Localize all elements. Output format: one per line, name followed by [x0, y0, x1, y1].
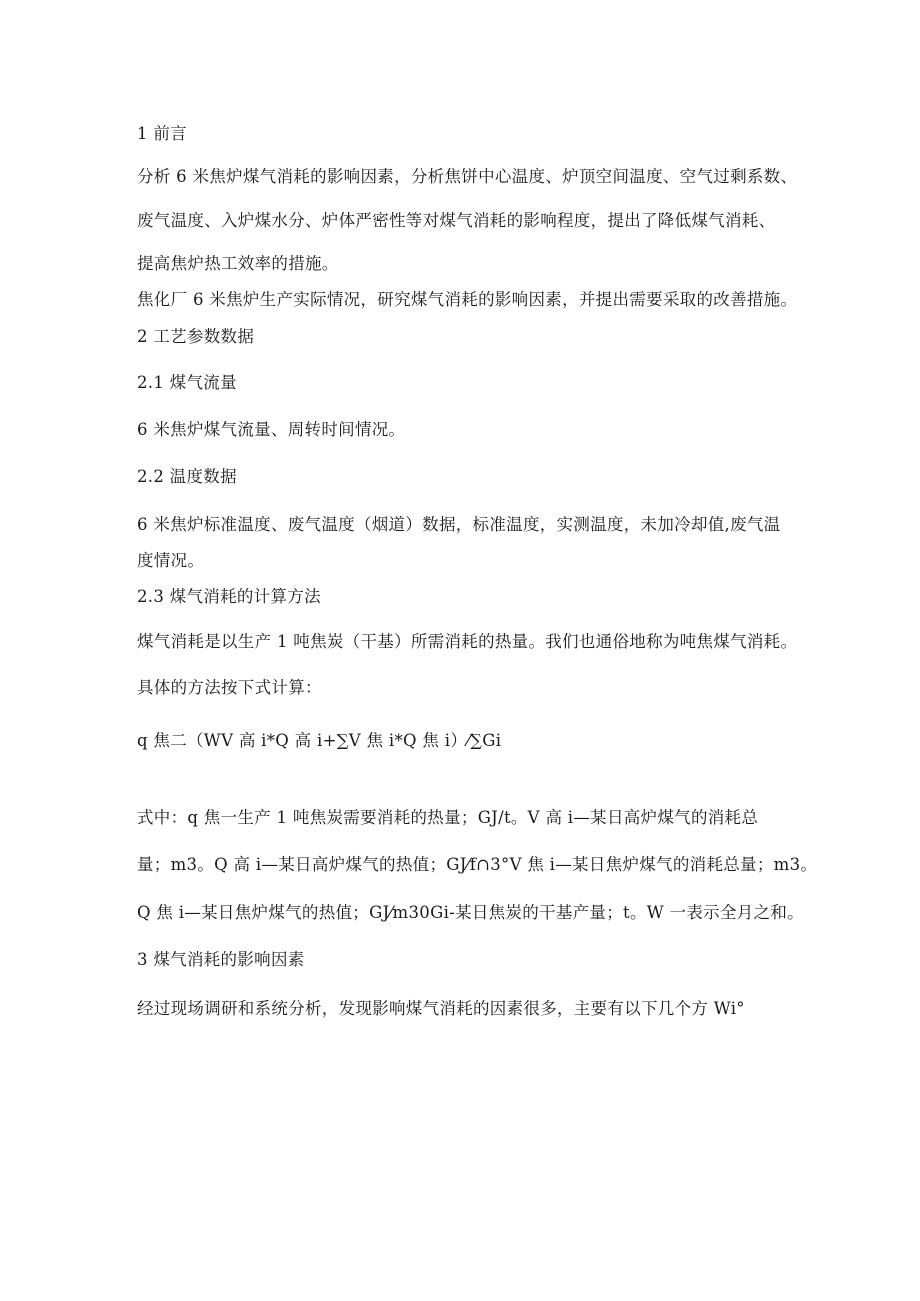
paragraph-line: 煤气消耗是以生产 1 吨焦炭（干基）所需消耗的热量。我们也通俗地称为吨焦煤气消耗。: [137, 632, 798, 651]
subsection-heading-2-1: 2.1 煤气流量: [137, 373, 237, 392]
paragraph-line: 废气温度、入炉煤水分、炉体严密性等对煤气消耗的影响程度，提出了降低煤气消耗、: [137, 211, 776, 230]
paragraph-line: 度情况。: [137, 551, 205, 570]
paragraph-line: 具体的方法按下式计算：: [137, 678, 322, 697]
paragraph-line: 量；m3。Q 高 i—某日高炉煤气的热值；GJ⁄f∩3°V 焦 i—某日焦炉煤气的消耗总量；m3。: [137, 855, 818, 874]
subsection-heading-2-3: 2.3 煤气消耗的计算方法: [137, 587, 321, 606]
paragraph-line: 式中：q 焦一生产 1 吨焦炭需要消耗的热量；GJ/t。V 高 i—某日高炉煤气的消耗总: [137, 808, 759, 827]
paragraph-line: 经过现场调研和系统分析，发现影响煤气消耗的因素很多，主要有以下几个方 Wi°: [137, 999, 745, 1018]
paragraph-line: 提高焦炉热工效率的措施。: [137, 254, 339, 273]
section-heading-3: 3 煤气消耗的影响因素: [137, 950, 305, 969]
section-heading-2: 2 工艺参数数据: [137, 327, 255, 346]
paragraph-line: 6 米焦炉标准温度、废气温度（烟道）数据，标准温度，实测温度，未加冷却值,废气温: [137, 515, 781, 534]
paragraph-line: 6 米焦炉煤气流量、周转时间情况。: [137, 420, 406, 439]
paragraph-line: 焦化厂 6 米焦炉生产实际情况，研究煤气消耗的影响因素，并提出需要采取的改善措施。: [137, 290, 798, 309]
paragraph-line: 分析 6 米焦炉煤气消耗的影响因素，分析焦饼中心温度、炉顶空间温度、空气过剩系数、: [137, 167, 798, 186]
section-heading-1: 1 前言: [137, 124, 187, 143]
paragraph-line: Q 焦 i—某日焦炉煤气的热值；GJ⁄m30Gi-某日焦炭的干基产量；t。W 一表示全月之和。: [137, 903, 804, 922]
formula-line: q 焦二（WV 高 i*Q 高 i+∑V 焦 i*Q 焦 i）⁄∑Gi: [137, 731, 502, 750]
subsection-heading-2-2: 2.2 温度数据: [137, 467, 237, 486]
